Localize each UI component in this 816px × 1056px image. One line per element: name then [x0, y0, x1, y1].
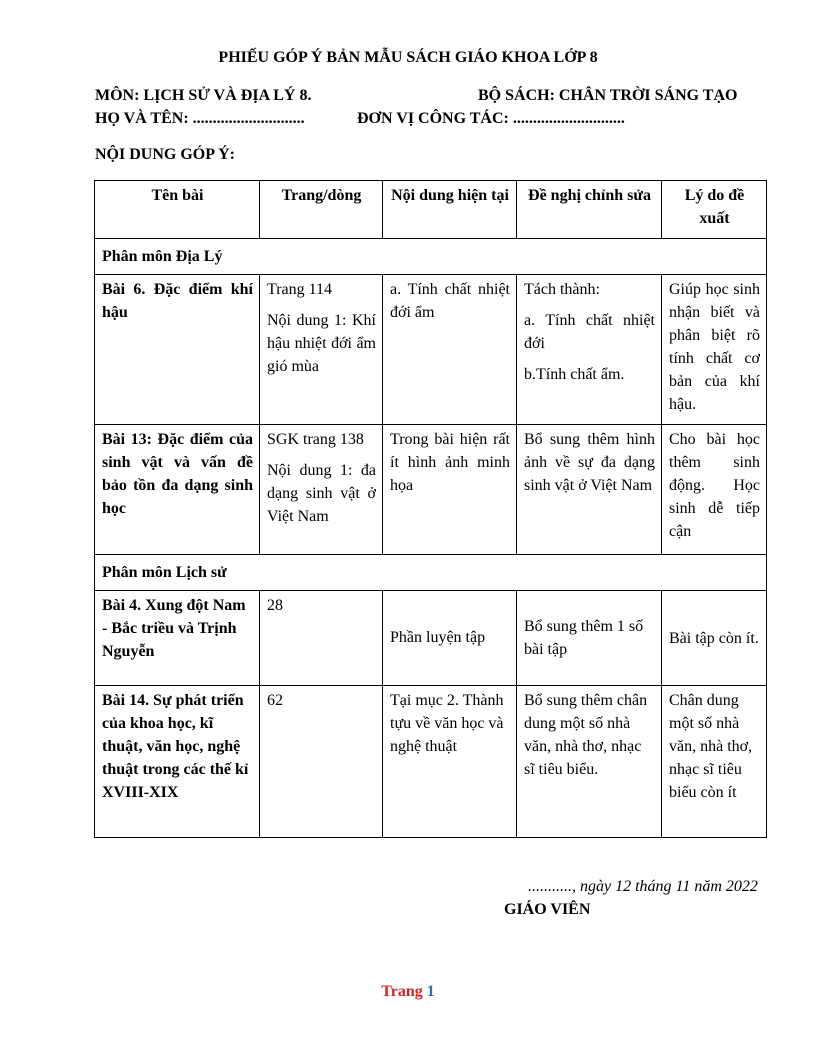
table-row: [95, 275, 767, 425]
proposal-cell: [517, 275, 662, 425]
reason-cell: Bài tập còn ít.: [662, 591, 767, 686]
content-heading: NỘI DUNG GÓP Ý:: [95, 146, 235, 163]
page-cell: 28: [260, 591, 383, 686]
proposal-intro: Tách thành:: [524, 281, 600, 298]
lesson-cell: Bài 6. Đặc điểm khí hậu: [95, 275, 260, 425]
document-title: PHIẾU GÓP Ý BẢN MẪU SÁCH GIÁO KHOA LỚP 8: [218, 49, 598, 66]
table-row: [95, 686, 767, 838]
reason-cell: Cho bài học thêm sinh động. Học sinh dễ tiếp cận: [662, 425, 767, 555]
table-row: [95, 425, 767, 555]
table-row: [95, 591, 767, 686]
page-ref: Trang 114: [267, 281, 333, 298]
column-header-lesson: Tên bài: [95, 181, 260, 239]
subject-label: MÔN: LỊCH SỬ VÀ ĐỊA LÝ 8.: [95, 87, 312, 104]
lesson-cell: Bài 4. Xung đột Nam - Bắc triều và Trịnh Nguyễn: [95, 591, 260, 686]
feedback-table: [94, 180, 767, 838]
page-note: Nội dung 1: Khí hậu nhiệt đới ẩm gió mùa: [267, 312, 376, 375]
page-note: Nội dung 1: đa dạng sinh vật ở Việt Nam: [267, 462, 376, 525]
section-label: Phân môn Lịch sử: [95, 555, 767, 591]
proposal-cell: Bổ sung thêm hình ảnh về sự đa dạng sinh vật ở Việt Nam: [517, 425, 662, 555]
page-footer: [0, 983, 816, 1001]
lesson-cell: Bài 14. Sự phát triển của khoa học, kĩ thuật, văn học, nghệ thuật trong các thế kỉ XVIII-XIX: [95, 686, 260, 838]
section-label: Phân môn Địa Lý: [95, 239, 767, 275]
full-name-field: HỌ VÀ TÊN: ............................: [95, 110, 305, 127]
section-row-history: [95, 555, 767, 591]
page-cell: [260, 425, 383, 555]
page-label: Trang: [381, 983, 423, 1000]
reason-cell: Chân dung một số nhà văn, nhà thơ, nhạc sĩ tiêu biểu còn ít: [662, 686, 767, 838]
table-header-row: [95, 181, 767, 239]
reason-cell: Giúp học sinh nhận biết và phân biệt rõ tính chất cơ bản của khí hậu.: [662, 275, 767, 425]
date-line: ..........., ngày 12 tháng 11 năm 2022: [528, 878, 758, 895]
page-cell: [260, 275, 383, 425]
page-ref: SGK trang 138: [267, 431, 364, 448]
signer-label: GIÁO VIÊN: [504, 901, 591, 918]
current-cell: Tại mục 2. Thành tựu về văn học và nghệ thuật: [383, 686, 517, 838]
column-header-page: Trang/dòng: [260, 181, 383, 239]
column-header-reason: Lý do đề xuất: [662, 181, 767, 239]
current-cell: Trong bài hiện rất ít hình ảnh minh họa: [383, 425, 517, 555]
current-cell: a. Tính chất nhiệt đới ẩm: [383, 275, 517, 425]
proposal-cell: Bổ sung thêm 1 số bài tập: [517, 591, 662, 686]
page-number: 1: [426, 983, 435, 1000]
workplace-field: ĐƠN VỊ CÔNG TÁC: ............................: [357, 110, 625, 127]
proposal-item-a: a. Tính chất nhiệt đới: [524, 312, 655, 352]
page-cell: 62: [260, 686, 383, 838]
proposal-cell: Bổ sung thêm chân dung một số nhà văn, nhà thơ, nhạc sĩ tiêu biểu.: [517, 686, 662, 838]
column-header-current: Nội dung hiện tại: [383, 181, 517, 239]
lesson-cell: Bài 13: Đặc điểm của sinh vật và vấn đề bảo tồn đa dạng sinh học: [95, 425, 260, 555]
proposal-item-b: b.Tính chất ẩm.: [524, 366, 625, 383]
section-row-geography: [95, 239, 767, 275]
column-header-proposal: Đề nghị chỉnh sửa: [517, 181, 662, 239]
book-set-label: BỘ SÁCH: CHÂN TRỜI SÁNG TẠO: [478, 87, 738, 104]
current-cell: Phần luyện tập: [383, 591, 517, 686]
